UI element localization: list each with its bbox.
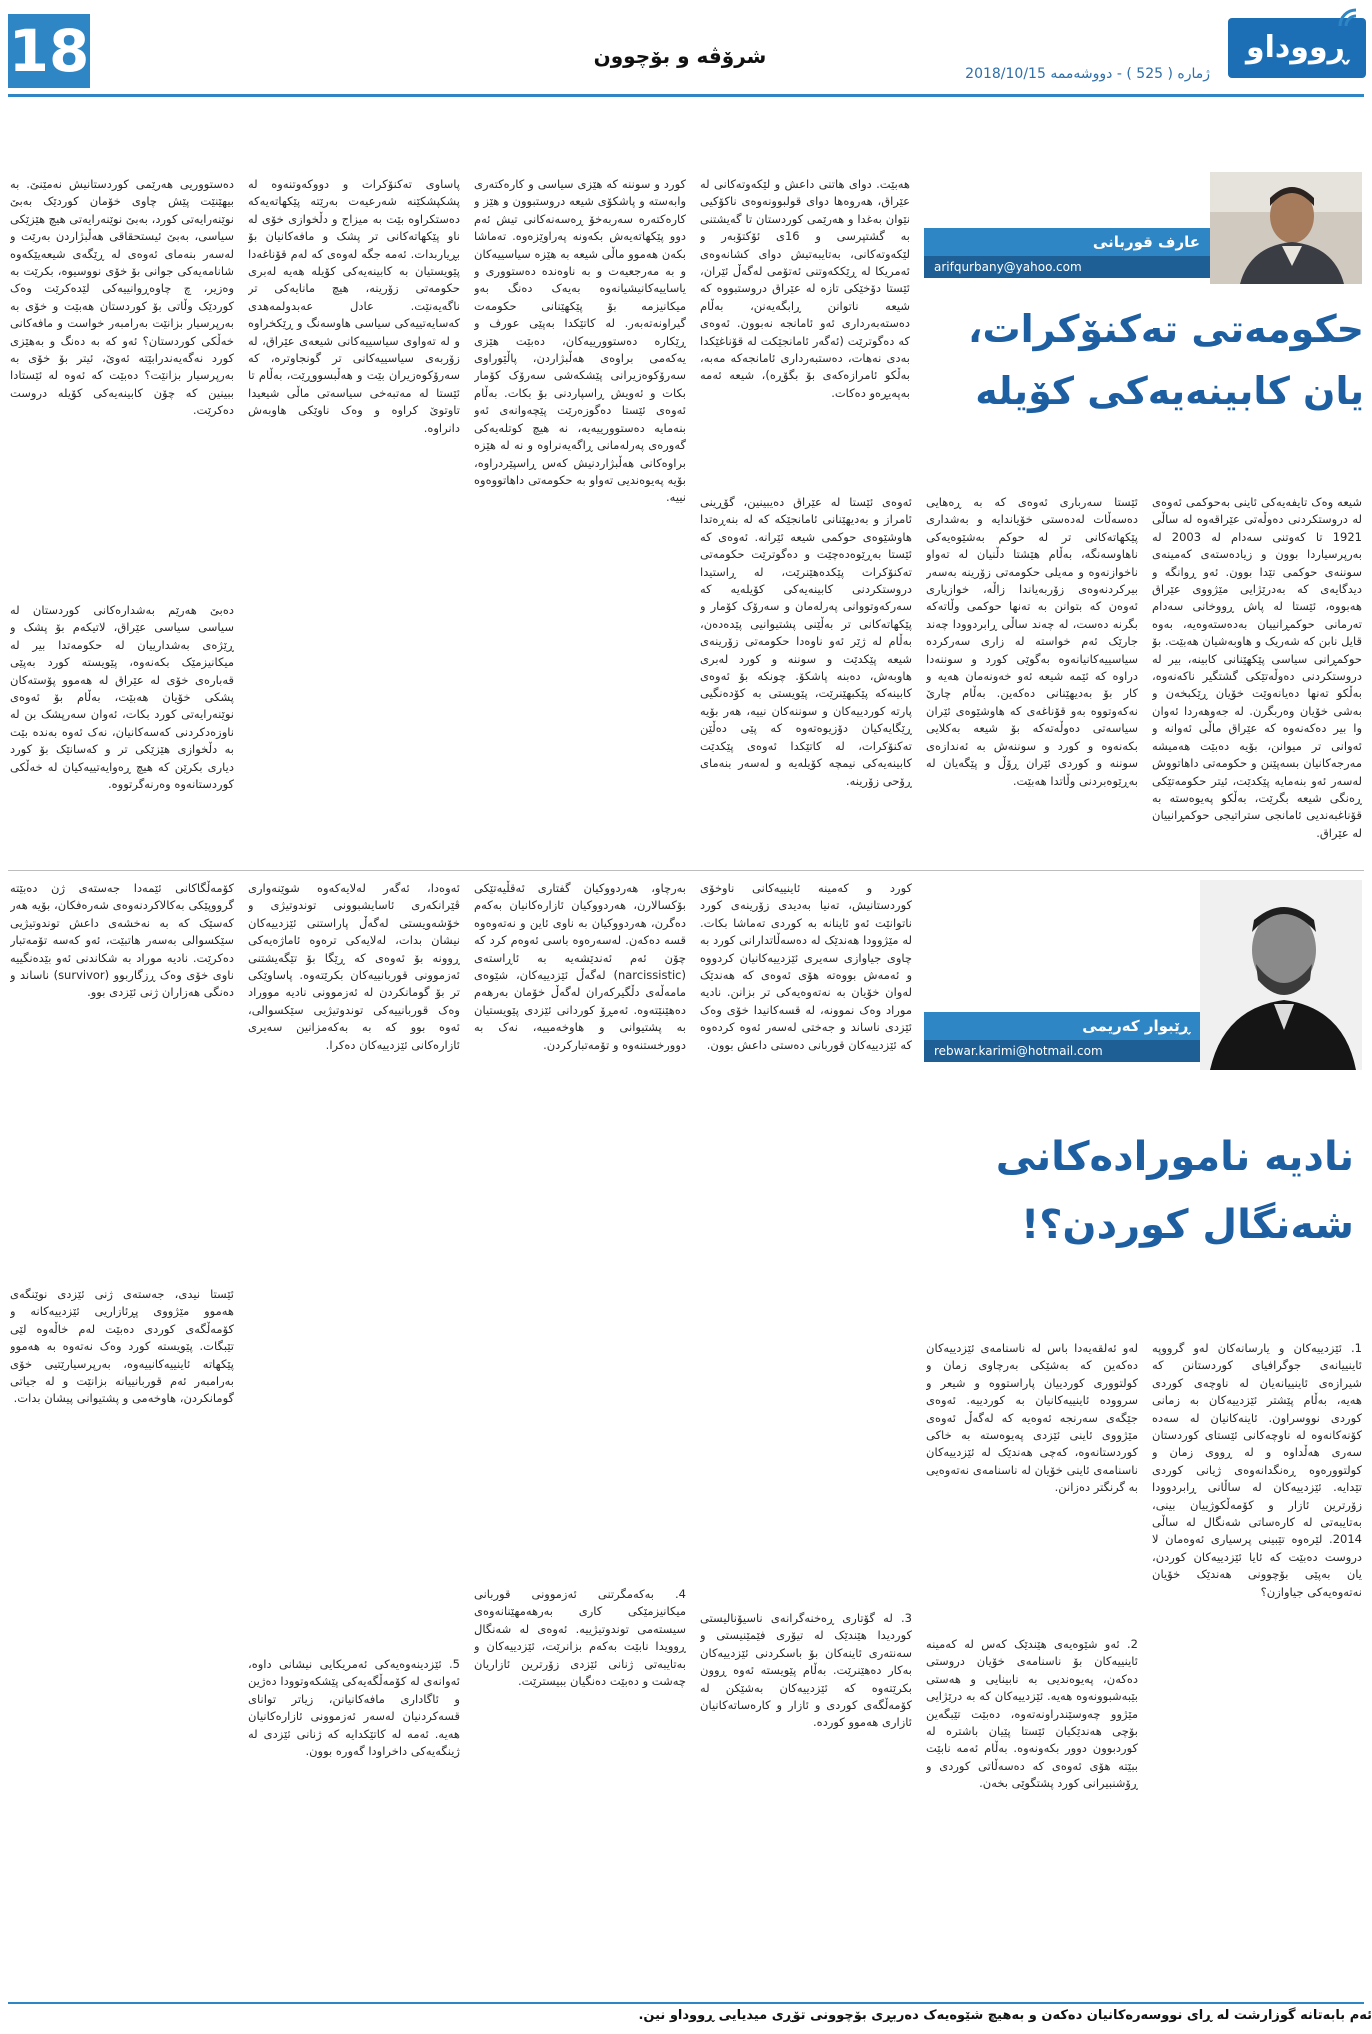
article1-column-6: دەستووریی هەرێمی کوردستانیش نەمێنێ. بە بیهێنێت پێش چاوی خۆمان کوردێک بەبێ نوێنەرایەتی کورد، بەبێ نوێنەرایەتی هیچ هێزێکی سیاسی، بەبێ ئیستحقاقی هەڵبژاردن بەرێت و لەسەر بنەمای ئەوەی لە ڕێگەی شیعەیێکەوە شانامەیەکی جوانی بۆ خۆی نووسیوە، بکرێت بە وەزیر، چ چاوەڕوانییەکی لێدەکرێت وەک کوردێک وڵاتی بۆ کوردستان هەبێت و خۆی بە بەرپرسیار بزانێت بەرامبەر خواست و مافەکانی خەڵکی کوردستان؟ ئەو کە بە دەنگ و بەهێزی کورد نەگەیەندرابێتە ئەوێ، ئیتر بۆ خۆی بە بەرپرسیار بزانێت؟ دەبێت کە ئەوە لە ئێستادا ببینین کە چۆن کابینەیەکی کۆیلە دروست دەکرێت.	[10, 177, 234, 418]
page-number: 18	[8, 14, 90, 88]
article1-column-5: پاساوی تەکنۆکرات و دووکەوتنەوە لە پشکپشکێنە شەرعیەت بەرێته پێکهاتەیەکە دەستکراوە بێت بە میزاج و دڵخوازی خۆی لە ناو پێکهاتەکانی تر پشک و مافەکانیان بۆ بڕیاربدات. ئەمە جگە لەوەی کە لەم قۆناغەدا پێویستیان بە کابینەیەکی کۆیلە هەیە لەبری حکومەتی زۆرینە، هیچ مانایەکی تر ناگەیەنێت. عادل عەبدولمەهدی کەسایەتییەکی سیاسی هاوسەنگ و ڕێکخراوە و لە تەواوی سیاسییەکانی شیعەی عێراق، لە زۆربەی سیاسییەکانی تر گونجاوترە، کە سەرۆکوەزیران بێت و هەڵبسووڕێت، بەڵام تا ئێستا لە مەتبەخی سیاسەتی ماڵی شیعیدا تاوتوێ کراوە و وەک ناوێکی هاوبەش دانراوە.	[248, 177, 460, 435]
logo-rays-icon	[1338, 8, 1368, 28]
article2-column-6b: ئێستا نیدی، جەستەی ژنی ئێزدی نوێنگەی هەموو مێژووی پڕئازاریی ئێزدییەکانە و کۆمەڵگەی کوردی دەبێت لەم خاڵەوە لێی تێبگات. پێویستە کورد وەک نەتەوە بە هەموو پێکهاتە ئاینییەکانییەوە، بەرپرسیارێتیی خۆی بەرامبەر ئەم قوربانییانە بزانێت و لە جیاتی گومانکردن، هاوخەمی و پشتیوانی پیشان بدات.	[10, 1287, 234, 1406]
article1-column-top: هەبێت. دوای هاتنی داعش و لێکەوتەکانی لە عێراق، هەروەها دوای قولبوونەوەی ناکۆکیی نێوان بەغدا و هەرێمی کوردستان تا گەیشتنی بە گشتپرسی و 16ی ئۆکتۆبەر و لێکەوتەکانی، بەتایبەتیش دوای کشانەوەی ئەمریکا لە ڕێککەوتنی ئەتۆمی لەگەڵ ئێران، ئێستا دۆخێکی تازە لە عێراق دروستبووە کە شیعە ناتوانن ڕابگەیەنن، بەڵام دەستەبەرداری ئەو ئامانجە نەبوون. ئەوەی کە دەگوترێت (ئەگەر ئامانجێکت لە قۆناغێکدا بەدی نەهات، دەستبەرداری ئامانجەکە مەبە، بەڵکو ئامرازەکەی بۆ بگۆڕە)، شیعە ئەمە بەپەیڕەو دەکات.	[700, 177, 910, 400]
article1-column-1: شیعە وەک تایفەیەکی ئاینی بەحوکمی ئەوەی لە دروستکردنی دەوڵەتی عێراقەوە لە ساڵی 1921 تا کەوتنی سەدام لە 2003 لە بەرپرسیاردا بوون و زیادەستەی کەمینەی سوننەی حوکمی تێدا بوون. ئەو ڕوانگە و دیدگایەی کە بەدرێژایی مێژووی عێراق هەبووە، ئێستا لە پاش ڕووخانی سەدام تەرمانی حوکمڕانییان بەدەستەوەیە، بەوە قایل نابن کە شەریک و هاوبەشیان هەبێت. بۆ حوکمڕانی سیاسی پێکهێنانی کابینە، بیر لە دروستکردنی دەوڵەتێکی گشتگیر ناکەنەوە، بەڵکو تەنها دەیانەوێت خۆیان ڕێکبخەن و بەشی خۆیان وەربگرن. لە جەوهەردا ئەوان وا بیر دەکەنەوە کە عێراق ماڵی ئەوانە و ئەوانی تر میوانن، بۆیە دەبێت هەمیشە مەرجەکانیان بسەپێنن و حکومەتی داهاتووش لەسەر ئەو بنەمایە پێکدێت، ئیتر حکومەتێکی ڕەنگی شیعە بگرێت، بەڵکو پەیوەستە بە قۆناغبەندیی ئامانجی ستراتیجی حوکمڕانییان لە عێراق.	[1152, 495, 1362, 840]
headline-article2-line1: نادیە نامورادەکانی	[995, 1134, 1354, 1180]
article2-column-2b: 2. ئەو شێوەیەی هێندێک کەس لە کەمینە ئاینییەکان بۆ ناسنامەی خۆیان دروستی دەکەن، پەیوەندیی بە نابینایی و هەستی بێبەشبوونەوە هەیە. ئێزدییەکان کە بە درێژایی مێژوو چەوسێندراونەتەوە، دەبێت تێبگەین بۆچی هەندێکیان ئێستا پێیان باشترە لە کوردبوون دوور بکەونەوە. بەڵام ئەمە نابێت ببێتە هۆی ئەوەی کە دەسەڵاتی کوردی و ڕۆشنبیرانی کورد پشتگوێی بخەن.	[926, 1637, 1138, 1791]
header-rule	[8, 94, 1364, 97]
footer-disclaimer: ئەم بابەتانە گوزارشت لە ڕای نووسەرەکانیان دەکەن و بەهیچ شێوەیەک دەربڕی بۆچوونی تۆڕی میدیایی ڕووداو نین.	[638, 2008, 1372, 2023]
article1-column-2: ئێستا سەربارى ئەوەی کە بە ڕەهایی دەسەڵات لەدەستی خۆیاندایە و بەشداری پێکهاتەکانی تر لە حوکم بەشێوەیەکی ناهاوسەنگە، بەڵام هێشتا دڵنیان لە تەواو ناخوازنەوە و مەیلی حکومەتی زۆرینە بەسەر بیرکردنەوەی زۆربەیاندا زاڵە، خوازیاری ئەوەن کە بتوانن بە تەنها حوکمی وڵاتەکە بگرنە دەست، لە چەند ساڵی ڕابردوودا چەند جارێک ئەم خواستە لە زاری سەرکردە سیاسییەکانیانەوە بەگوێی کورد و سوننەدا دراوە کە ئێمە شیعە ئەو خەونەمان هەیە و کار بۆ بەدیهێنانی دەکەین. بەڵام چارێ نەکەوتووە بەو قۆناغەی کە هاوشێوەی ئێران سیاسەتی دەوڵەتەکە بۆ شیعە بەکلایی بکەنەوە و کورد و سوننەش بە ئەندازەی سوننە و کوردی ئێران ڕۆڵ و پێگەیان لە بەڕێوەبردنی وڵاتدا هەبێت.	[926, 495, 1138, 788]
footer-rule	[8, 2002, 1364, 2004]
article2-column-1: 1. ئێزدییەکان و یارسانەکان لەو گرووپە ئاینییانەی جوگرافیای کوردستانن کە شیرازەی ئاینییانەیان لە ناوچەی کوردی هەیە، بەڵام پێشتر ئێزدییەکان بە زمانی کوردی نووسراون. ئاینەکانیان لە سەدە کۆنەکانەوە لە ناوچەکانی ئێستای کوردستان سەری هەڵداوە و لە ڕووی زمان و کولتوورەوە ڕەنگدانەوەی ژیانی کوردی تێدایە. ئێزدییەکان لە ساڵانی ڕابردوودا زۆرترین ئازار و کۆمەڵکوژییان بینی، بەتایبەتی لە کارەساتی شەنگال لە ساڵی 2014. لێرەوە تێبینی پرسیاری ئەوەمان لا دروست دەبێت کە ئایا ئێزدییەکان کوردن، یان بەپێی بۆچوونی هەندێک خۆیان نەتەوەیەکی جیاوازن؟	[1152, 1341, 1362, 1599]
article2-column-2: لەو ئەلقەیەدا باس لە ناسنامەی ئێزدییەکان دەکەین کە بەشێکی بەرچاوی زمان و کولتووری کوردییان پاراستووە و شیعر و سروودە ئاینییەکانیان بە کوردییە. ئەوەی جێگەی سەرنجە ئەوەیە کە لەگەڵ ئەوەی مێژووی ئاینی ئێزدی پەیوەستە بە خاکی کوردستانەوە، کەچی هەندێک لە ئێزدییەکان ناسنامەی ئاینی خۆیان لە ناسنامەی نەتەوەیی بە گرنگتر دەزانن.	[926, 1341, 1138, 1495]
article2-column-5: ئەوەدا، ئەگەر لەلایەکەوە شوێنەواری ڤێرانکەری ئاسایشبوونی توندوتیژی و خۆشەویستی لەگەڵ پاراستنی ئێزدییەکان نیشان بدات، لەلایەکی ترەوە ئاماژەیەکی ڕوونە بۆ ئەوەی کە ڕێگا بۆ تێگەیشتنی ئەزموونی قوربانییەکان بکرێتەوە. پاساوێکی تر بۆ گومانکردن لە ئەزموونی نادیە مووراد وەک قوربانییەکی توندوتیژیی سێکسوالی، ئەوە بوو کە بە بەکەمزانین سەیری ئازارەکانی ئێزدییەکان دەکرا.	[248, 881, 460, 1052]
article1-column-4: کورد و سوننە کە هێزی سیاسی و کارەکتەری وابەستە و پاشکۆی شیعە دروستبوون و هێز و کارەکتەرە سەربەخۆ ڕەسەنەکانی تیش ئەم دوو پێکهاتەیەش بکەونە پەراوێزەوە. تەماشا بکەن هەموو ماڵی شیعە بە هێزە سیاسییەکان و بە مەرجعیەت و بە ناوەندە دەستووری و یاساییەکانیشیانەوە بەیەک دەنگ بەو میکانیزمە بۆ پێکهێنانی حکومەت گیراونەتەبەر. لە کاتێکدا بەپێی عورف و ڕێکارە دەستوورییەکان، دەبێت هێزی یەکەمی براوەی هەڵبژاردن، پاڵێوراوی سەرۆکوەزیرانی پێشکەشی سەرۆک کۆمار بکات و ئەویش ڕاسپاردنی بۆ بکات. بەڵام ئەوەی ئێستا دەگوزەرێت پێچەوانەی ئەو بنەمایە دەستوورییەیە، نە هیچ کوتلەیەکی گەورەی پەرلەمانی ڕاگەیەنراوە و نە لە هێزە براوەکانی هەڵبژاردنیش کەس ڕاسپێردراوە، بۆیە پەیوەندیی تەواو بە حکومەتی داهاتووەوە نییە.	[474, 177, 686, 505]
article1-column-3: ئەوەی ئێستا لە عێراق دەیبینین، گۆڕینی ئامراز و بەدیهێنانی ئامانجێکە کە لە بنەڕەتدا هاوشێوەی حوکمی شیعە ئێرانە. ئەوەی کە ئێستا بەڕێوەدەچێت و دەگوترێت حکومەتی تەکنۆکرات پێکدەهێنرێت، لە ڕاستیدا دروستکردنی کابینەیەکی کۆیلەیە کە سەرکەوتووانی پەرلەمان و سەرۆک کۆمار و پێکهاتەکانی تر بەڵێنی پشتیوانیی پێدەدەن، بەڵام لە ژێر ئەو ناوەدا حکومەتی زۆرینەی شیعە پێکدێت و سوننە و کورد لەبری هاوبەش، دەبنە پاشکۆ. چونکە بۆ ئەوەی کابینەکە پێکبهێنرێت، پێویستی بە کۆدەنگیی پارتە کوردییەکان و سوننەکان نییە، هەر بۆیە ڕێگایەکیان دۆزیوەتەوە کە پێی دەڵێن تەکنۆکرات، لە کاتێکدا ئەوەی پێکدێت کابینەیەکی نیمچە کۆیلەیە و لەسەر بنەمای ڕۆحی زۆرینە.	[700, 495, 912, 788]
portrait-icon	[1210, 172, 1362, 284]
author-name-arif: عارف قوربانی	[924, 228, 1210, 256]
headline-article1-line2: یان کابینەیەکی کۆیلە	[975, 369, 1364, 413]
article-divider	[8, 870, 1364, 871]
author-photo-rebwar	[1200, 880, 1362, 1070]
rudaw-logo: ڕووداو	[1228, 18, 1366, 78]
article2-column-5b: 5. ئێزدینەوەیەکی ئەمریکایی نیشانی داوە، ئەوانەی لە کۆمەڵگەیەکی پێشکەوتوودا دەژین و ئاگاداری مافەکانیانن، زیاتر توانای قسەکردنیان لەسەر ئەزموونی ئازارەکانیان هەیە. ئەمە لە کاتێکدایە کە ژنانی ئێزدی لە ژینگەیەکی داخراودا گەورە بوون.	[248, 1657, 460, 1759]
article1-column-6b: دەبێ هەرێم بەشدارەکانی کوردستان لە سیاسی سیاسی عێراق، لاتیکەم بۆ پشک و ڕێژەی بەشدارییان لە حکومەتدا بیر لە میکانیزمێک بکەنەوە، پێویستە کورد بەپێی قەبارەی خۆی لە عێراق لە هەموو پۆستەکان پشکی خۆیان هەبێت، بەڵام بۆ ئەوەی نوێنەرایەتی کورد بکات، ئەوان سەرپشک بن لە ناوزەدکردنی کەسەکانیان، نەک ئەوە بەندە بێت بە دڵخوازی هێزێکی تر و کەسانێک بۆ کورد دیاری بکرێن کە هیچ ڕەوایەتییەکیان لە خەڵکی کوردستانەوە وەرنەگرتووە.	[10, 603, 234, 792]
author-photo-arif	[1210, 172, 1362, 284]
article2-column-3: کورد و کەمینە ئاینییەکانی ناوخۆی کوردستانیش، تەنیا بەدیدی زۆرینەی کورد ناتوانێت ئەو ئاینانە بە کوردی تەماشا بکات. لە مێژوودا هەندێک لە دەسەڵاتدارانی کورد بە چاوی جیاوازی سەیری ئێزدییەکانیان کردووە و ئەمەش بووەتە هۆی ئەوەی کە هەندێک لەوان خۆیان بە نەتەوەیەکی تر بزانن. نادیە موراد وەک نموونە، لە قسەکانیدا خۆی وەک ئێزدی ناساند و جەختی لەسەر ئەوە کردەوە کە ئێزدییەکان قوربانی دەستی داعش بوون.	[700, 881, 912, 1052]
section-title: شرۆڤە و بۆچوون	[593, 44, 767, 68]
headline-article1-line1: حکومەتی تەکنۆکرات،	[968, 307, 1364, 351]
issue-line: ژمارە ( 525 ) - دووشەممە 2018/10/15	[965, 66, 1210, 82]
author-email-rebwar[interactable]: rebwar.karimi@hotmail.com	[924, 1040, 1200, 1062]
article2-column-4b: 4. بەکەمگرتنی ئەزموونی قوربانی میکانیزمێکی کاری بەرهەمهێنانەوەی سیستەمی توندوتیژییە. ئەوەی لە شەنگال ڕوویدا نابێت بەکەم بزانرێت، ئێزدییەکان و بەتایبەتی ژنانی ئێزدی زۆرترین ئازاریان چەشت و دەبێت دەنگیان ببیسترێت.	[474, 1587, 686, 1689]
article2-column-4: بەرچاو، هەردووکیان گفتاری ئەقڵیەتێکی بۆکسالارن، هەردووکیان ئازارەکانیان بەکەم دەگرن، هەردووکیان بە ناوی ئاین و نەتەوەوە قسە دەکەن. لەسەرەوە باسی ئەوەم کرد کە چۆن ئەم ئەندێشەیە بە ئاڕاستەی (narcissistic) لەگەڵ ئێزدییەکان، شێوەی مامەڵەی دڵگیرکەران لەگەڵ خۆمان بەرهەم دەهێنێتەوە. ئەمڕۆ کوردانی ئێزدی پێویستیان بە پشتیوانی و هاوخەمییە، نەک بە دوورخستنەوە و تۆمەتبارکردن.	[474, 881, 686, 1052]
headline-article2-line2: شەنگال کوردن؟!	[1020, 1202, 1354, 1248]
author-email-arif[interactable]: arifqurbany@yahoo.com	[924, 256, 1210, 278]
article2-column-3b: 3. لە گۆتاری ڕەخنەگرانەی ناسیۆنالیستی کوردیدا هێندێک لە تیۆری فێمێنیستی و سەنتەری ئاینەکان بۆ باسکردنی ئێزدییەکان بەکار دەهێنرێت. بەڵام پێویستە ئەوە ڕوون بکرێتەوە کە ئێزدییەکان بەشێکن لە کۆمەڵگەی کوردی و ئازار و کارەساتەکانیان ئازاری هەموو کوردە.	[700, 1611, 912, 1730]
article2-column-6: کۆمەڵگاکانی ئێمەدا جەستەی ژن دەبێتە گرووپێکی بەکالاکردنەوەی شەرەفکان، بۆیە هەر کەسێک کە بە نەخشەی داعش توندوتیژیی سێکسوالی بەسەر هاتبێت، ئەو کەسە تۆمەتبار دەکرێت. نادیە موراد بە شکاندنی ئەو بێدەنگییە ناوی خۆی وەک ڕزگاربوو (survivor) ناساند و دەنگی هەزاران ژنی ئێزدی بوو.	[10, 881, 234, 1000]
author-name-rebwar: ڕێبوار کەریمی	[924, 1012, 1200, 1040]
portrait-icon	[1200, 880, 1362, 1070]
